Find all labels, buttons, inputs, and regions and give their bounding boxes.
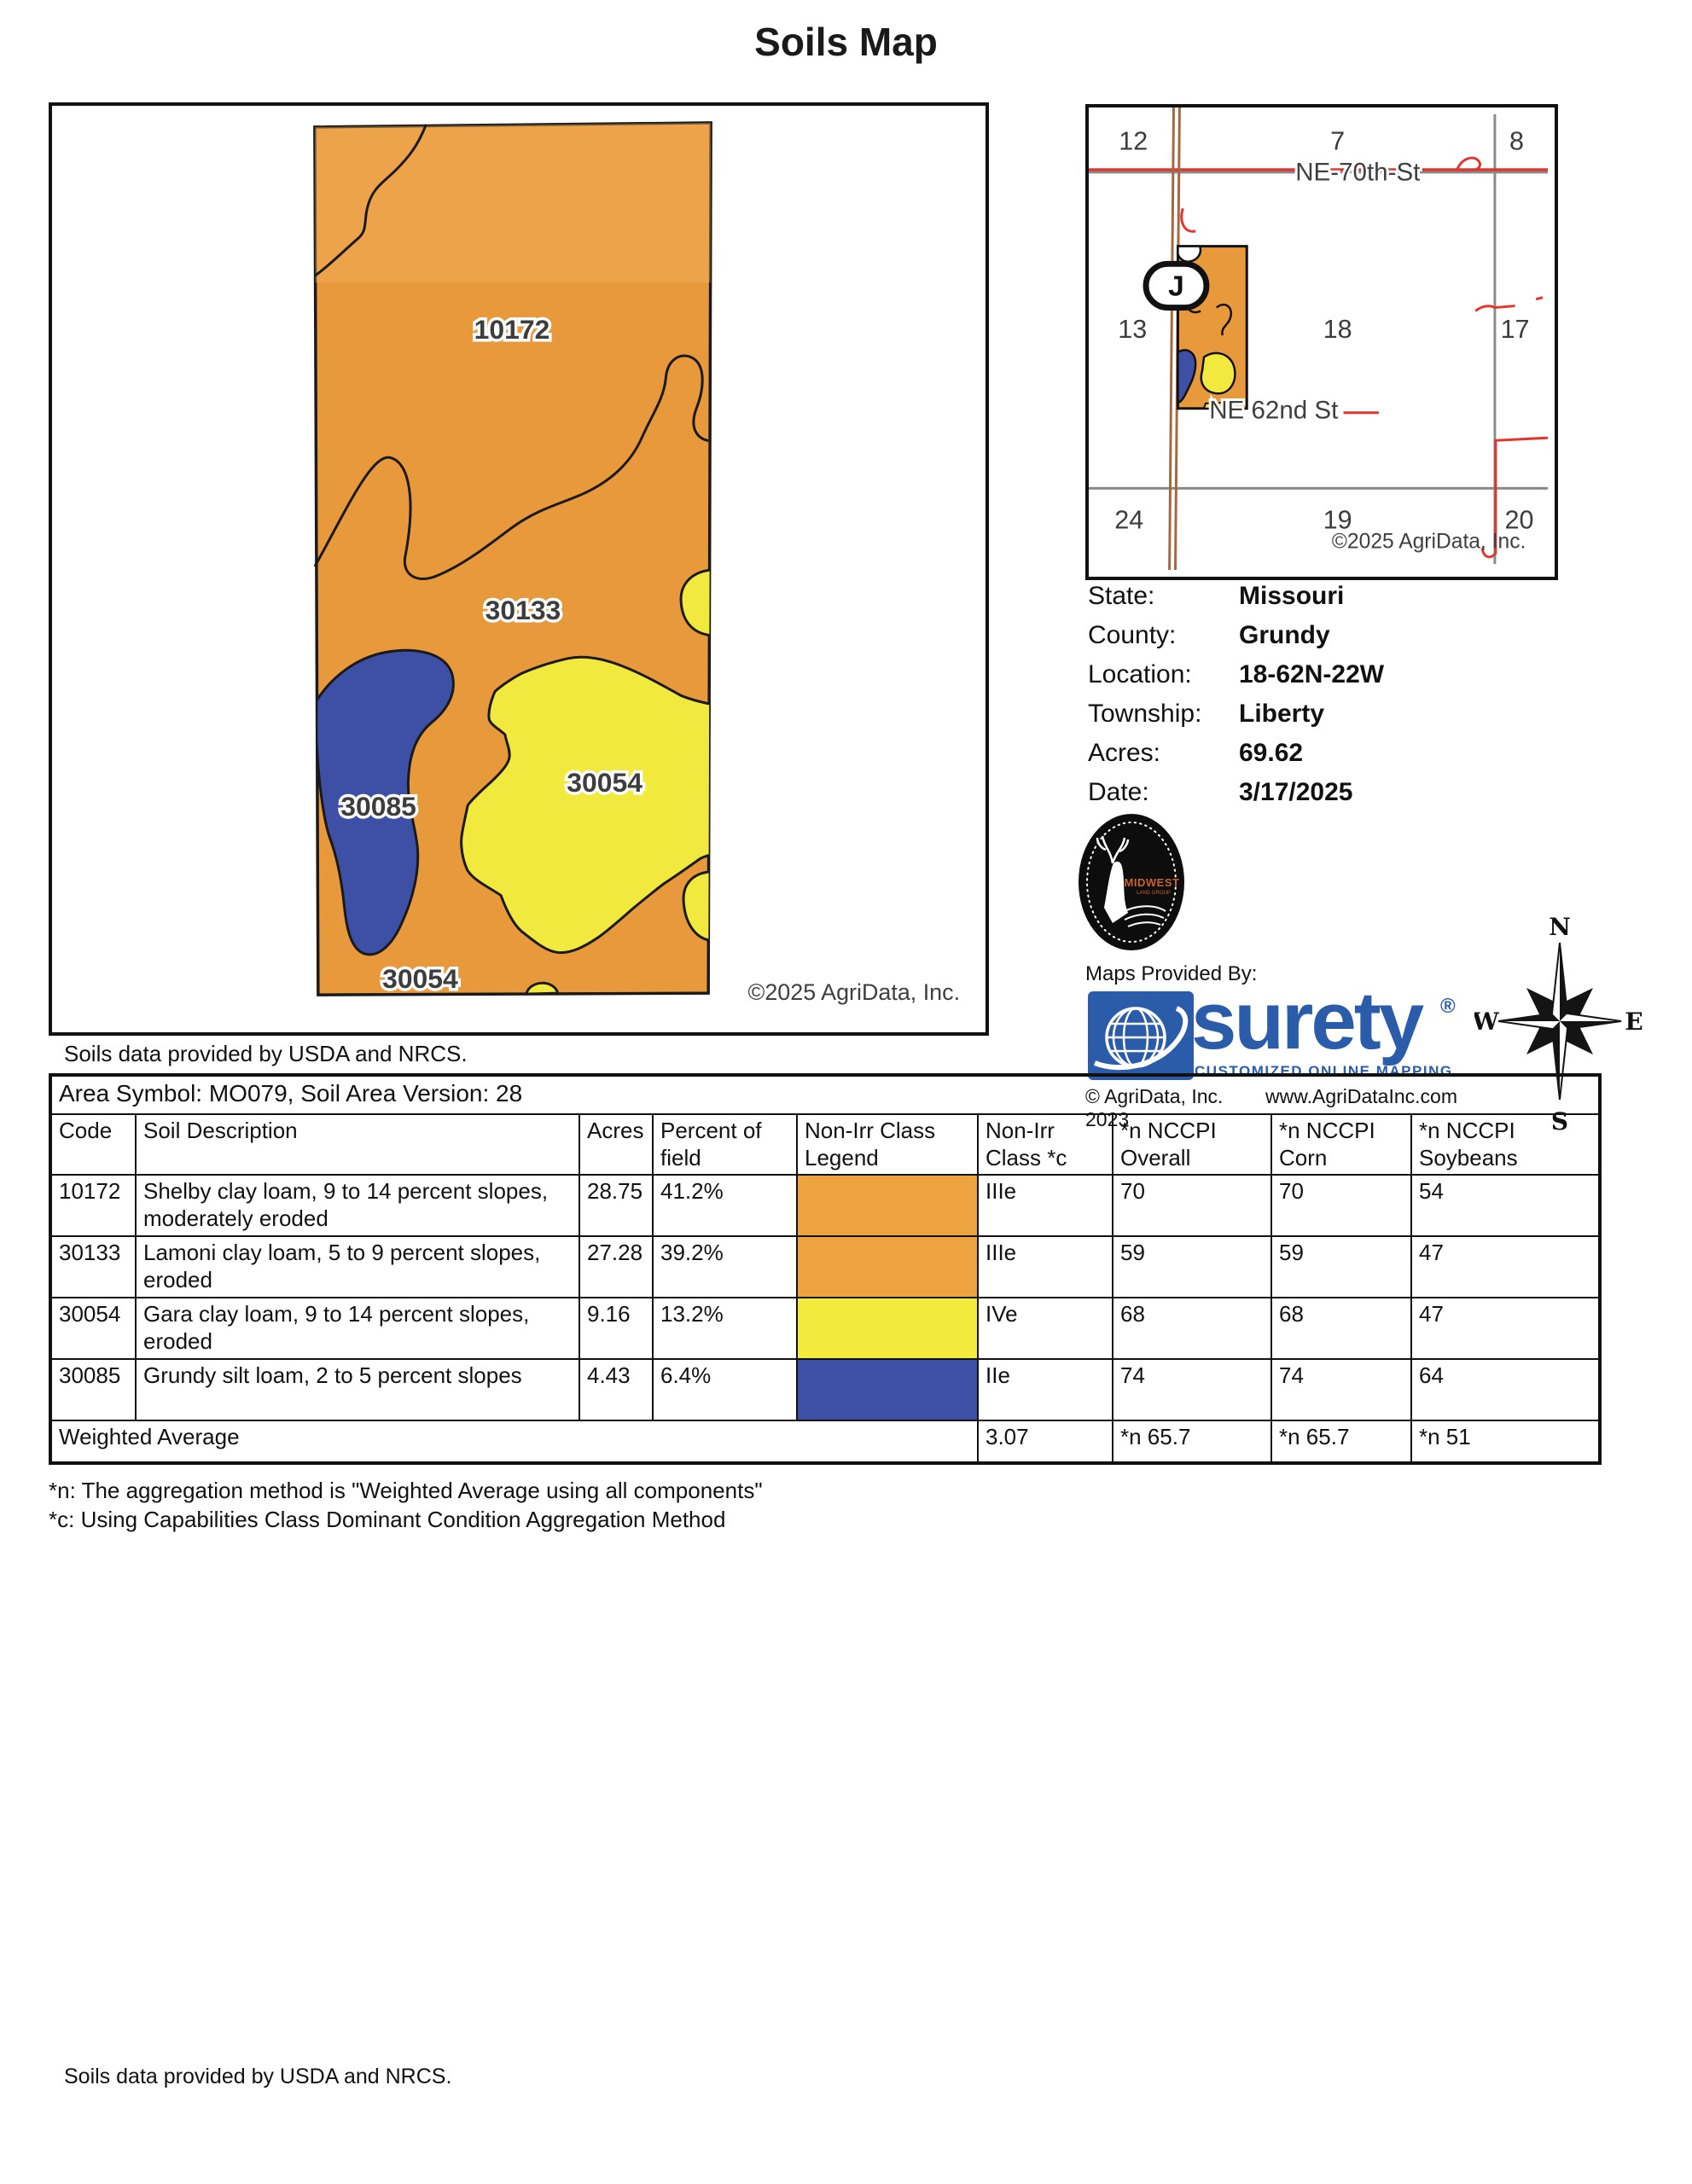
col-header-class-c: Non-Irr Class *c <box>978 1114 1113 1175</box>
col-header-description: Soil Description <box>136 1114 579 1175</box>
section-7: 7 <box>1330 126 1346 156</box>
map-caption: Soils data provided by USDA and NRCS. <box>64 1041 468 1066</box>
cell-nccpi-corn: 70 <box>1271 1175 1411 1236</box>
road-red-hook-left <box>1182 208 1195 231</box>
soil-label-30085: 30085 <box>340 790 416 822</box>
col-header-acres: Acres <box>579 1114 653 1175</box>
maps-provided-by-label: Maps Provided By: <box>1085 962 1258 985</box>
cell-percent: 13.2% <box>653 1298 797 1359</box>
surety-brand-text: surety <box>1191 975 1422 1066</box>
info-label: County: <box>1088 621 1177 649</box>
cell-code: 30054 <box>50 1298 136 1359</box>
info-label: Location: <box>1088 660 1192 688</box>
cell-nccpi-corn: 74 <box>1271 1359 1411 1420</box>
table-row <box>50 1359 1600 1420</box>
weighted-average-row <box>50 1420 1600 1463</box>
parcel-info-block <box>1088 577 1566 812</box>
cell-percent: 41.2% <box>653 1175 797 1236</box>
cell-nccpi-soybeans: 64 <box>1411 1359 1600 1420</box>
col-header-nccpi-overall: *n NCCPI Overall <box>1113 1114 1271 1175</box>
cell-code: 30133 <box>50 1236 136 1298</box>
info-label: Township: <box>1088 700 1202 728</box>
inset-parcel-notch <box>1177 247 1200 262</box>
cell-acres: 28.75 <box>579 1175 653 1236</box>
info-value: Grundy <box>1239 621 1330 649</box>
cell-class-c: IIIe <box>978 1175 1113 1236</box>
col-header-nccpi-soybeans: *n NCCPI Soybeans <box>1411 1114 1600 1175</box>
midwest-land-group-logo <box>1077 812 1186 952</box>
page-title: Soils Map <box>754 20 938 64</box>
info-value: Liberty <box>1239 700 1325 728</box>
cell-description: Grundy silt loam, 2 to 5 percent slopes <box>136 1359 579 1420</box>
midwest-logo-subtext: LAND GROUP <box>1137 891 1171 896</box>
cell-nccpi-soybeans: 47 <box>1411 1236 1600 1298</box>
cell-legend-swatch <box>797 1298 978 1359</box>
info-row-township <box>1088 694 1566 734</box>
weighted-class-c: 3.07 <box>978 1420 1113 1463</box>
section-20: 20 <box>1504 505 1534 535</box>
cell-legend-swatch <box>797 1236 978 1298</box>
footnote-c: *c: Using Capabilities Class Dominant Condition Aggregation Method <box>49 1507 726 1532</box>
info-label: Date: <box>1088 778 1149 806</box>
cell-acres: 4.43 <box>579 1359 653 1420</box>
soil-label-30054: 30054 <box>567 767 642 799</box>
cell-code: 30085 <box>50 1359 136 1420</box>
inset-copyright: ©2025 AgriData, Inc. <box>1331 530 1526 554</box>
road-red-hook-top <box>1457 158 1480 170</box>
info-value: 69.62 <box>1239 739 1304 767</box>
cell-nccpi-corn: 59 <box>1271 1236 1411 1298</box>
surety-globe-icon <box>1088 991 1194 1080</box>
deer-logo-icon <box>1077 812 1186 952</box>
street-label-ne62nd: NE 62nd St <box>1209 396 1339 425</box>
info-label: State: <box>1088 582 1155 610</box>
table-area-symbol-row <box>50 1075 1600 1114</box>
inset-region-yellow <box>1201 353 1236 393</box>
cell-nccpi-overall: 70 <box>1113 1175 1271 1236</box>
table-row <box>50 1175 1600 1236</box>
compass-w-label: W <box>1474 1008 1499 1036</box>
area-symbol-text: Area Symbol: MO079, Soil Area Version: 28 <box>50 1075 1600 1114</box>
soils-map-panel <box>49 102 989 1036</box>
col-header-code: Code <box>50 1114 136 1175</box>
compass-n-label: N <box>1549 913 1571 941</box>
section-18: 18 <box>1323 315 1352 345</box>
section-12: 12 <box>1119 126 1148 156</box>
imagery-seam-band <box>311 121 715 282</box>
section-19: 19 <box>1323 505 1352 535</box>
footer-caption: Soils data provided by USDA and NRCS. <box>64 2065 452 2088</box>
cell-description: Shelby clay loam, 9 to 14 percent slopes, moderately eroded <box>136 1175 579 1236</box>
weighted-nccpi-corn: *n 65.7 <box>1271 1420 1411 1463</box>
col-header-nccpi-corn: *n NCCPI Corn <box>1271 1114 1411 1175</box>
col-header-legend: Non-Irr Class Legend <box>797 1114 978 1175</box>
section-17: 17 <box>1500 315 1530 345</box>
cell-code: 10172 <box>50 1175 136 1236</box>
compass-s-label: S <box>1550 1107 1569 1136</box>
cell-description: Lamoni clay loam, 5 to 9 percent slopes, eroded <box>136 1236 579 1298</box>
cell-nccpi-overall: 59 <box>1113 1236 1271 1298</box>
compass-e-label: E <box>1625 1008 1643 1036</box>
weighted-nccpi-soybeans: *n 51 <box>1411 1420 1600 1463</box>
map-copyright: ©2025 AgriData, Inc. <box>747 979 961 1006</box>
soil-label-30054-bottom: 30054 <box>382 963 458 995</box>
weighted-average-label: Weighted Average <box>50 1420 978 1463</box>
info-row-acres <box>1088 734 1566 773</box>
info-value: 18-62N-22W <box>1239 660 1385 688</box>
cell-acres: 9.16 <box>579 1298 653 1359</box>
parcel-marker-letter: J <box>1168 270 1184 303</box>
weighted-nccpi-overall: *n 65.7 <box>1113 1420 1271 1463</box>
table-header-row <box>50 1114 1600 1175</box>
road-vertical-brown-1 <box>1170 107 1174 570</box>
cell-description: Gara clay loam, 9 to 14 percent slopes, eroded <box>136 1298 579 1359</box>
col-header-percent: Percent of field <box>653 1114 797 1175</box>
section-24: 24 <box>1114 505 1144 535</box>
agridata-copyright: © AgriData, Inc. 2023 <box>1085 1085 1224 1130</box>
cell-class-c: IIe <box>978 1359 1113 1420</box>
cell-percent: 6.4% <box>653 1359 797 1420</box>
soil-label-10172: 10172 <box>474 313 550 345</box>
cell-acres: 27.28 <box>579 1236 653 1298</box>
info-value: Missouri <box>1239 582 1345 610</box>
cell-nccpi-soybeans: 47 <box>1411 1298 1600 1359</box>
agridata-website: www.AgriDataInc.com <box>1265 1085 1457 1107</box>
section-8: 8 <box>1509 126 1525 156</box>
info-label: Acres: <box>1088 739 1161 767</box>
info-row-state <box>1088 577 1566 616</box>
info-row-location <box>1088 655 1566 694</box>
info-row-date <box>1088 773 1566 812</box>
midwest-logo-text: MIDWEST <box>1124 876 1180 889</box>
cell-nccpi-overall: 74 <box>1113 1359 1271 1420</box>
cell-class-c: IVe <box>978 1298 1113 1359</box>
info-row-county <box>1088 616 1566 655</box>
table-row <box>50 1236 1600 1298</box>
cell-nccpi-corn: 68 <box>1271 1298 1411 1359</box>
table-row <box>50 1298 1600 1359</box>
footnote-n: *n: The aggregation method is "Weighted Average using all components" <box>49 1478 763 1503</box>
soil-label-30133: 30133 <box>485 594 561 625</box>
cell-percent: 39.2% <box>653 1236 797 1298</box>
cell-nccpi-overall: 68 <box>1113 1298 1271 1359</box>
inset-map-svg <box>1089 107 1548 570</box>
red-mark-17-tick <box>1536 298 1543 299</box>
cell-legend-swatch <box>797 1175 978 1236</box>
cell-nccpi-soybeans: 54 <box>1411 1175 1600 1236</box>
street-label-ne70th: NE-70th-St <box>1295 158 1421 187</box>
soil-data-table <box>49 1073 1602 1465</box>
registered-mark: ® <box>1440 995 1456 1018</box>
surety-tagline: CUSTOMIZED ONLINE MAPPING <box>1195 1063 1453 1079</box>
section-13: 13 <box>1118 315 1148 345</box>
cell-class-c: IIIe <box>978 1236 1113 1298</box>
info-value: 3/17/2025 <box>1239 778 1353 806</box>
location-inset-map <box>1085 104 1558 580</box>
soils-map-svg <box>52 106 979 1025</box>
cell-legend-swatch <box>797 1359 978 1420</box>
